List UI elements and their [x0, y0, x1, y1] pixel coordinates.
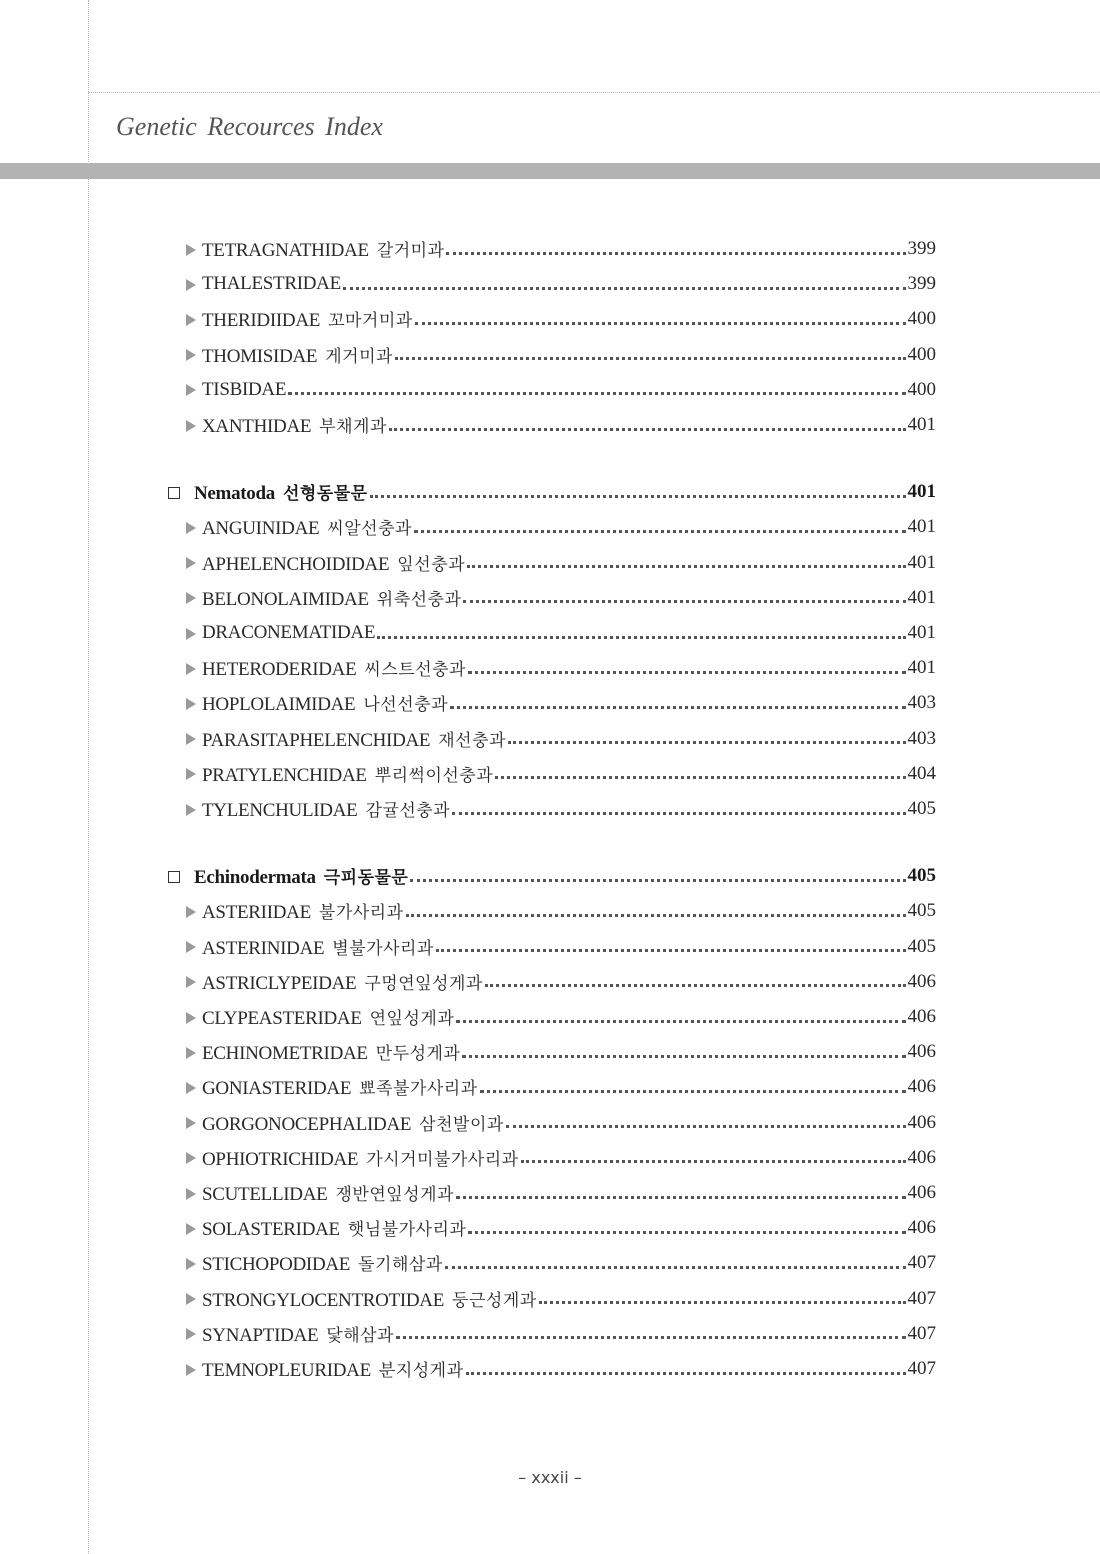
entry-latin-name: ASTRICLYPEIDAE [202, 972, 357, 994]
triangle-bullet-icon [186, 1223, 196, 1235]
triangle-bullet-icon [186, 592, 196, 604]
entry-korean-name: 별불가사리과 [332, 938, 434, 959]
index-entry[interactable] [186, 1037, 936, 1067]
entry-label [202, 306, 413, 332]
entry-korean-name: 구멍연잎성게과 [364, 973, 483, 994]
index-entry[interactable] [186, 1354, 936, 1384]
triangle-bullet-icon [186, 557, 196, 569]
index-entry[interactable] [186, 512, 936, 542]
entry-latin-name: TEMNOPLEURIDAE [202, 1360, 371, 1381]
entry-label [202, 1110, 504, 1136]
checkbox-square-icon [168, 487, 180, 499]
index-entry[interactable] [186, 1319, 936, 1349]
dot-leader [370, 495, 906, 498]
dot-leader [463, 600, 905, 603]
entry-label [202, 898, 404, 924]
entry-label [202, 1356, 464, 1382]
entry-latin-name: GORGONOCEPHALIDAE [202, 1113, 412, 1135]
dot-leader [445, 1266, 906, 1269]
entry-page-number: 403 [907, 727, 936, 749]
entry-page-number: 407 [907, 1252, 936, 1274]
entry-label [202, 761, 493, 787]
dot-leader [414, 530, 906, 533]
dot-leader [410, 879, 905, 882]
triangle-bullet-icon [186, 1293, 196, 1305]
entry-latin-name: STRONGYLOCENTROTIDAE [202, 1289, 445, 1311]
header-rule-bar [0, 163, 1100, 179]
entry-page-number: 405 [907, 935, 936, 957]
dot-leader [480, 1090, 906, 1093]
running-header-title: Genetic Recources Index [116, 112, 383, 141]
dot-leader [468, 1231, 905, 1234]
entry-label [202, 655, 466, 681]
entry-korean-name: 극피동물문 [323, 868, 409, 889]
triangle-bullet-icon [186, 1188, 196, 1200]
entry-label [202, 1286, 537, 1312]
dot-leader [485, 984, 906, 987]
dot-leader [466, 1372, 906, 1375]
entry-label [194, 863, 408, 889]
dot-leader [396, 1336, 906, 1339]
triangle-bullet-icon [186, 733, 196, 745]
entry-latin-name: SCUTELLIDAE [202, 1184, 328, 1205]
entry-korean-name: 만두성게과 [375, 1044, 461, 1065]
entry-label [202, 1039, 460, 1065]
entry-label [202, 622, 375, 644]
entry-latin-name: XANTHIDAE [202, 416, 312, 437]
entry-latin-name: ECHINOMETRIDAE [202, 1043, 368, 1065]
entry-latin-name: ANGUINIDAE [202, 518, 320, 540]
checkbox-square-icon [168, 871, 180, 883]
entry-page-number: 406 [907, 1111, 936, 1133]
dot-leader [389, 428, 906, 431]
triangle-bullet-icon [186, 1364, 196, 1376]
margin-guide-vertical [88, 0, 89, 1554]
entry-page-number: 405 [907, 865, 936, 887]
entry-latin-name: TYLENCHULIDAE [202, 800, 358, 821]
entry-label [202, 550, 465, 576]
entry-korean-name: 뿌리썩이선충과 [374, 765, 494, 786]
entry-label [202, 1250, 443, 1276]
entry-page-number: 406 [907, 1041, 936, 1063]
dot-leader [288, 392, 905, 395]
index-entry[interactable] [186, 688, 936, 718]
dot-leader [406, 914, 906, 917]
entry-korean-name: 갈거미과 [376, 241, 445, 261]
entry-label [202, 969, 483, 995]
entry-latin-name: TETRAGNATHIDAE [202, 240, 369, 261]
index-entry[interactable] [186, 375, 936, 405]
entry-label [202, 379, 286, 401]
triangle-bullet-icon [186, 1012, 196, 1024]
dot-leader [436, 949, 906, 952]
index-entry[interactable] [186, 269, 936, 299]
triangle-bullet-icon [186, 314, 196, 326]
entry-korean-name: 돌기해삼과 [358, 1255, 443, 1276]
index-entry[interactable] [186, 1143, 936, 1173]
entry-label [202, 236, 444, 262]
entry-page-number: 407 [907, 1287, 936, 1309]
entry-page-number: 401 [907, 414, 936, 435]
triangle-bullet-icon [186, 384, 196, 396]
entry-latin-name: HOPLOLAIMIDAE [202, 694, 356, 716]
index-entry[interactable] [186, 410, 936, 440]
entry-korean-name: 불가사리과 [318, 903, 404, 924]
entry-latin-name: THOMISIDAE [202, 345, 318, 367]
entry-page-number: 401 [907, 622, 936, 643]
entry-korean-name: 감귤선충과 [365, 801, 451, 821]
triangle-bullet-icon [186, 522, 196, 534]
entry-korean-name: 쟁반연잎성게과 [335, 1185, 454, 1205]
entry-label [202, 273, 341, 295]
entry-korean-name: 부채게과 [319, 417, 387, 437]
dot-leader [446, 252, 905, 255]
index-entry[interactable] [186, 1002, 936, 1032]
dot-leader [452, 812, 905, 815]
index-entry[interactable] [186, 1248, 936, 1278]
entry-label [202, 1180, 454, 1206]
triangle-bullet-icon [186, 804, 196, 816]
entry-page-number: 407 [907, 1358, 936, 1379]
dot-leader [521, 1160, 906, 1163]
entry-korean-name: 잎선충과 [397, 554, 465, 575]
triangle-bullet-icon [186, 1117, 196, 1129]
dot-leader [450, 706, 906, 709]
triangle-bullet-icon [186, 1258, 196, 1270]
triangle-bullet-icon [186, 1047, 196, 1059]
entry-korean-name: 둥근성게과 [452, 1290, 537, 1311]
entry-page-number: 401 [907, 481, 936, 503]
entry-latin-name: Nematoda [194, 483, 275, 505]
triangle-bullet-icon [186, 906, 196, 918]
entry-latin-name: THERIDIIDAE [202, 310, 321, 332]
index-entry[interactable] [186, 653, 936, 683]
triangle-bullet-icon [186, 628, 196, 640]
index-entry[interactable] [186, 1213, 936, 1243]
entry-page-number: 406 [907, 970, 936, 992]
entry-page-number: 403 [907, 692, 936, 714]
entry-latin-name: DRACONEMATIDAE [202, 622, 376, 643]
entry-korean-name: 삼천발이과 [419, 1114, 504, 1135]
triangle-bullet-icon [186, 941, 196, 953]
dot-leader [343, 287, 906, 290]
entry-page-number: 401 [907, 586, 936, 608]
entry-page-number: 407 [907, 1322, 936, 1344]
entry-korean-name: 햇님불가사리과 [347, 1220, 467, 1241]
entry-latin-name: BELONOLAIMIDAE [202, 588, 369, 610]
entry-page-number: 406 [907, 1217, 936, 1239]
entry-label [202, 796, 450, 822]
entry-label [202, 412, 387, 438]
index-entry[interactable] [186, 1178, 936, 1208]
index-entry[interactable] [186, 759, 936, 789]
entry-latin-name: CLYPEASTERIDAE [202, 1008, 362, 1029]
index-entry[interactable] [186, 794, 936, 824]
entry-page-number: 399 [907, 238, 936, 259]
entry-latin-name: SOLASTERIDAE [202, 1219, 340, 1241]
entry-latin-name: STICHOPODIDAE [202, 1254, 351, 1276]
entry-latin-name: APHELENCHOIDIDAE [202, 553, 390, 575]
dot-leader [508, 741, 906, 744]
entry-label [202, 1145, 519, 1171]
index-entry[interactable] [186, 548, 936, 578]
dot-leader [495, 776, 905, 779]
entry-label [202, 934, 434, 960]
entry-latin-name: PARASITAPHELENCHIDAE [202, 729, 431, 751]
entry-korean-name: 재선충과 [438, 730, 506, 751]
entry-korean-name: 위축선충과 [376, 589, 462, 610]
dot-leader [395, 357, 906, 360]
dot-leader [456, 1196, 906, 1199]
dot-leader [467, 565, 906, 568]
entry-page-number: 401 [907, 516, 936, 538]
entry-label [202, 1215, 466, 1241]
entry-korean-name: 게거미과 [325, 346, 393, 367]
margin-guide-horizontal [88, 92, 1100, 93]
index-entry[interactable] [186, 896, 936, 926]
entry-korean-name: 뾰족불가사리과 [359, 1079, 478, 1100]
triangle-bullet-icon [186, 244, 196, 256]
index-entry[interactable] [186, 1284, 936, 1314]
entry-page-number: 405 [907, 900, 936, 922]
triangle-bullet-icon [186, 768, 196, 780]
entry-label [194, 479, 368, 505]
triangle-bullet-icon [186, 663, 196, 675]
entry-label [202, 1321, 394, 1347]
dot-leader [468, 671, 906, 674]
triangle-bullet-icon [186, 1328, 196, 1340]
entry-latin-name: GONIASTERIDAE [202, 1078, 352, 1100]
entry-korean-name: 꼬마거미과 [328, 311, 413, 332]
entry-korean-name: 가시거미불가사리과 [366, 1149, 519, 1170]
index-entry[interactable] [186, 724, 936, 754]
triangle-bullet-icon [186, 1152, 196, 1164]
triangle-bullet-icon [186, 420, 196, 432]
entry-page-number: 401 [907, 657, 936, 679]
triangle-bullet-icon [186, 279, 196, 291]
index-entry[interactable] [186, 340, 936, 370]
entry-page-number: 406 [907, 1182, 936, 1203]
triangle-bullet-icon [186, 698, 196, 710]
entry-latin-name: THALESTRIDAE [202, 273, 341, 295]
index-entry[interactable] [186, 234, 936, 264]
index-entry[interactable] [186, 1072, 936, 1102]
entry-page-number: 399 [907, 273, 936, 295]
triangle-bullet-icon [186, 349, 196, 361]
entry-label [202, 1004, 454, 1030]
entry-latin-name: Echinodermata [194, 867, 316, 889]
entry-korean-name: 나선선충과 [363, 695, 448, 716]
entry-latin-name: SYNAPTIDAE [202, 1324, 319, 1346]
entry-page-number: 400 [907, 343, 936, 365]
entry-page-number: 405 [907, 798, 936, 819]
dot-leader [456, 1020, 905, 1023]
entry-korean-name: 분지성게과 [378, 1361, 464, 1381]
dot-leader [377, 636, 905, 639]
entry-korean-name: 씨스트선충과 [364, 660, 466, 681]
index-section-heading[interactable] [168, 477, 936, 507]
entry-korean-name: 선형동물문 [282, 484, 368, 505]
dot-leader [462, 1055, 905, 1058]
entry-korean-name: 닻해삼과 [326, 1325, 394, 1346]
entry-page-number: 400 [907, 308, 936, 330]
entry-page-number: 404 [907, 762, 936, 784]
entry-label [202, 726, 506, 752]
page-number: – xxxii – [518, 1468, 582, 1487]
entry-page-number: 401 [907, 551, 936, 573]
dot-leader [539, 1301, 906, 1304]
triangle-bullet-icon [186, 1082, 196, 1094]
index-entry[interactable] [186, 967, 936, 997]
entry-page-number: 400 [907, 378, 936, 400]
entry-label [202, 690, 448, 716]
index-entry[interactable] [186, 583, 936, 613]
entry-latin-name: ASTERINIDAE [202, 937, 325, 959]
entry-korean-name: 연잎성게과 [369, 1009, 455, 1029]
entry-page-number: 406 [907, 1006, 936, 1027]
dot-leader [415, 322, 906, 325]
entry-korean-name: 씨알선충과 [327, 519, 412, 540]
entry-latin-name: OPHIOTRICHIDAE [202, 1148, 359, 1170]
triangle-bullet-icon [186, 976, 196, 988]
entry-latin-name: HETERODERIDAE [202, 659, 357, 681]
entry-latin-name: ASTERIIDAE [202, 902, 311, 924]
entry-latin-name: PRATYLENCHIDAE [202, 764, 367, 786]
index-entry[interactable] [186, 304, 936, 334]
index-entry[interactable] [186, 932, 936, 962]
entry-latin-name: TISBIDAE [202, 378, 287, 400]
entry-label [202, 585, 461, 611]
entry-label [202, 514, 412, 540]
entry-page-number: 406 [907, 1146, 936, 1168]
entry-label [202, 1074, 478, 1100]
index-entry[interactable] [186, 618, 936, 648]
dot-leader [506, 1125, 906, 1128]
entry-page-number: 406 [907, 1076, 936, 1098]
index-entry[interactable] [186, 1108, 936, 1138]
entry-label [202, 342, 393, 368]
index-section-heading[interactable] [168, 861, 936, 891]
